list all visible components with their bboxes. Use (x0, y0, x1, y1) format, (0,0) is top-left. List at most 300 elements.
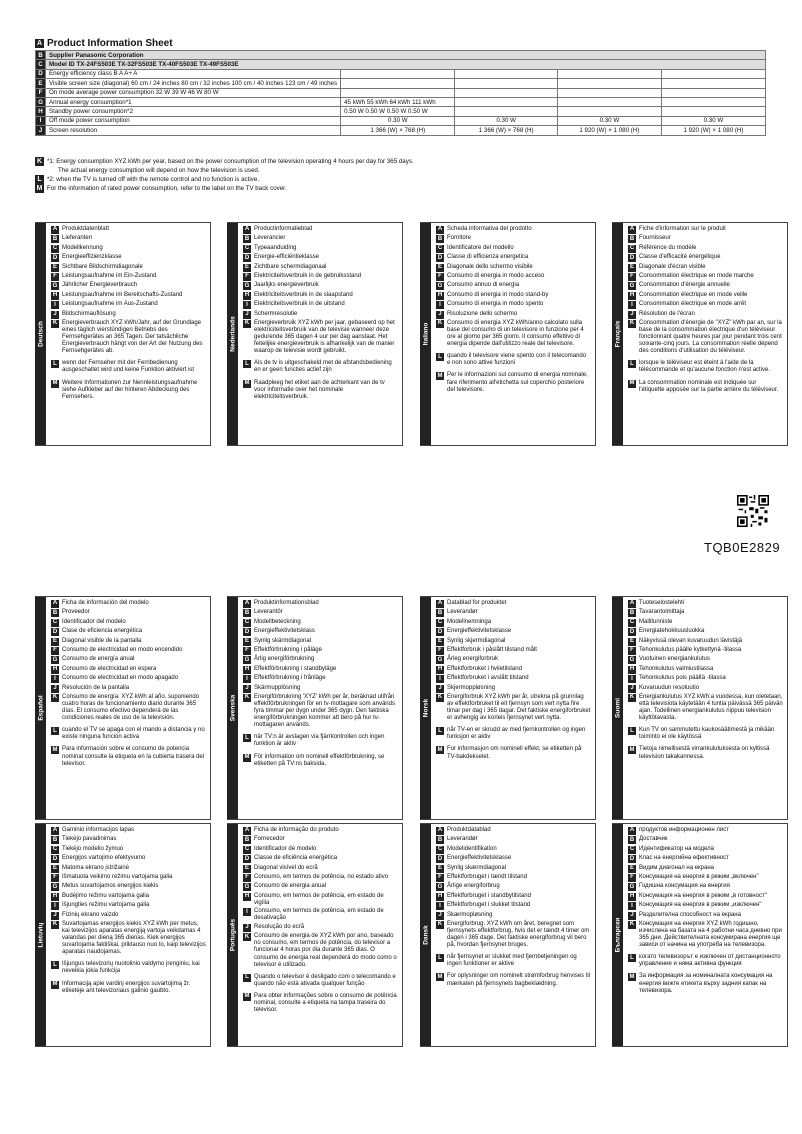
list-item (628, 628, 783, 636)
item-text: Leverandør (447, 836, 478, 843)
letter-badge: F (51, 874, 59, 882)
list-item (51, 656, 206, 664)
spec-row (36, 79, 766, 88)
item-text: Leverantör (254, 609, 283, 616)
row-value: 1 366 (W) × 768 (H) (455, 126, 557, 135)
letter-badge: B (629, 609, 635, 616)
letter-badge: F (628, 647, 636, 655)
letter-badge: D (52, 254, 58, 261)
letter-badge: G (437, 656, 443, 663)
letter-badge: K (437, 320, 443, 327)
item-text: när TV:n är avslagen via fjärrkontrollen och ingen funktion är aktiv (254, 734, 385, 748)
letter-badge: A (629, 600, 635, 607)
item-text: Leistungsaufnahme im Aus-Zustand (62, 301, 158, 308)
item-text: Kun TV on sammutettu kaukosäätimestä ja mikään toiminto ei ole käytössä (639, 727, 775, 741)
list-item (51, 666, 206, 674)
list-item (436, 656, 591, 664)
list-item (628, 311, 783, 319)
item-text: Identificatore del modello (447, 244, 514, 251)
letter-badge: L (35, 175, 44, 184)
item-text: Consommation d'énergie annuelle (639, 282, 730, 289)
letter-badge: L (436, 353, 444, 361)
letter-badge: K (629, 921, 635, 928)
letter-badge: C (437, 846, 443, 853)
row-letter: B (36, 51, 46, 60)
sheet-title-text: Product Information Sheet (47, 38, 173, 49)
letter-badge: F (436, 273, 444, 281)
row-letter: J (36, 126, 46, 135)
row-letter: D (36, 69, 46, 78)
list-item (628, 973, 783, 994)
row-value (455, 97, 557, 106)
item-text: Datablad for produktet (447, 600, 507, 606)
list-item (243, 360, 398, 374)
list-item (51, 320, 206, 355)
list-item (243, 993, 398, 1014)
item-text: Consumo de energia de XYZ kWh por ano, baseado no consumo, em termos de potência, do televisor a funcionar 4 horas por dia durante 365 dias. O consumo de energia real dependerá do modo como o televisor é utilizado. (254, 933, 397, 968)
item-text: Išmatuota veikimo režimu vartojama galia (62, 873, 173, 880)
list-item (243, 235, 398, 243)
item-text: Energieverbruik XYZ kWh per jaar, gebaseerd op het elektriciteitsverbruik van de televisie wanneer deze gedurende 365 dagen 4 uur per dag aanstaat. Het feitelijke energieverbruik is afhankelijk van de manier waarop de televisie wordt gebruikt. (254, 319, 395, 355)
item-text: Résolution de l'écran (639, 310, 695, 317)
letter-badge: A (437, 827, 443, 834)
language-name: Español (36, 695, 44, 721)
letter-badge: B (629, 836, 635, 843)
letter-badge: L (436, 954, 444, 962)
item-text: Tuoteseloste​lehti (639, 600, 685, 606)
letter-badge: K (52, 694, 58, 701)
language-block (35, 823, 211, 1047)
letter-badge: C (629, 245, 635, 252)
item-text: Modellbeteckning (254, 618, 301, 625)
item-text: Tiekėjo modelio žymuo (62, 845, 124, 852)
language-name: Български (613, 917, 621, 953)
footnote-text: For the information of rated power consumption, refer to the label on the TV back cover. (47, 185, 287, 192)
list-item (243, 874, 398, 882)
language-block (420, 222, 596, 446)
list-item (51, 883, 206, 891)
item-text: Energiatehokkuusluokka (639, 628, 705, 635)
row-value (455, 107, 557, 116)
language-tab (420, 824, 431, 1046)
list-item (243, 264, 398, 272)
item-text: Консумация на енергия в режим „изключен" (639, 902, 762, 909)
letter-badge: A (52, 827, 58, 834)
letter-badge: C (629, 619, 635, 626)
letter-badge: L (243, 734, 251, 742)
list-item (51, 694, 206, 722)
item-text: Lieferanten (62, 235, 93, 242)
item-text: Årlig energiförbrukning (254, 656, 315, 663)
letter-badge: C (437, 619, 443, 626)
item-text: Budėjimo režimu vartojama galia (62, 892, 150, 899)
letter-badge: J (628, 912, 636, 920)
list-item (243, 924, 398, 932)
row-value (455, 88, 557, 97)
list-item (436, 311, 591, 319)
list-item (243, 855, 398, 863)
list-item (436, 628, 591, 636)
item-text: Per le informazioni sul consumo di energia nominale, fare riferimento all'etichetta sul coperchio posteriore del televisore. (447, 372, 588, 393)
list-item (436, 353, 591, 367)
letter-badge: I (243, 675, 251, 683)
list-item (628, 685, 783, 693)
list-item (436, 827, 591, 835)
language-tab (227, 597, 238, 819)
list-item (436, 600, 591, 608)
language-name: Dansk (421, 925, 429, 945)
letter-badge: F (51, 647, 59, 655)
list-item (243, 933, 398, 968)
item-text: Consumo di energia in modo acceso (447, 272, 545, 279)
item-text: Consumo di energia XYZ kWh/anno calcolato sulla base del consumo di un televisore in funzione per 4 ore al giorno per 365 giorni. Il consumo effettivo di energia dipende dall'utilizzo reale del televisore. (447, 319, 584, 348)
item-text: Synlig skjermdiagonal (447, 637, 506, 644)
spec-row (36, 126, 766, 135)
item-text: Bildschirmauflösung (62, 310, 116, 317)
row-letter: H (36, 107, 46, 116)
list-item (628, 254, 783, 262)
list-item (243, 380, 398, 401)
list-item (628, 846, 783, 854)
item-text: Energieeffizienzklasse (62, 254, 122, 261)
row-value (661, 107, 765, 116)
list-item (51, 675, 206, 683)
item-text: Consumo, em termos de potência, em estado de vigília (254, 892, 384, 906)
row-label: Visible screen size (diagonal) 60 cm / 24 inches 80 cm / 32 inches 100 cm / 40 inches 123 cm / 49 inches (45, 79, 340, 88)
row-value: 1 920 (W) × 1 080 (H) (557, 126, 661, 135)
row-label: Supplier Panasonic Corporation (45, 51, 765, 60)
list-item (51, 874, 206, 882)
row-value (341, 88, 455, 97)
item-text: lorsque le téléviseur est éteint à l'aide de la télécommande et qu'aucune fonction n'est active. (639, 360, 771, 374)
item-text: Näkyvissä olevan kuvaruudun lävistäjä (639, 637, 743, 644)
list-item (243, 282, 398, 290)
letter-badge: H (437, 893, 443, 900)
list-item (436, 883, 591, 891)
item-text: Consommation électrique en mode veille (639, 291, 748, 298)
language-tab (612, 824, 623, 1046)
list-item (51, 609, 206, 617)
list-item (628, 656, 783, 664)
list-item (628, 746, 783, 760)
list-item (436, 874, 591, 882)
item-text: Diagonal visible de la pantalla (62, 637, 142, 644)
list-item (51, 619, 206, 627)
row-value (661, 97, 765, 106)
footnote-text: *1: Energy consumption XYZ kWh per year, based on the power consumption of the television operating 4 hours per day for 365 days. (47, 158, 414, 165)
letter-badge: M (437, 746, 443, 753)
letter-badge: H (244, 666, 250, 673)
list-item (51, 902, 206, 910)
item-text: Synlig skärmdiagonal (254, 637, 312, 644)
list-item (243, 883, 398, 891)
row-value: 1 366 (W) × 768 (H) (341, 126, 455, 135)
list-item (436, 685, 591, 693)
item-text: Fournisseur (639, 235, 671, 242)
letter-badge: K (244, 694, 250, 701)
item-text: Consumo di energia in modo spento (447, 301, 544, 308)
list-item (628, 226, 783, 234)
item-text: Consumo de energía anual (62, 656, 135, 663)
list-item (51, 865, 206, 873)
letter-badge: D (52, 855, 58, 862)
item-text: Energiforbrug: XYZ kWh om året, beregnet som fjernsynets effektforbrug, hvis det er tændt 4 timer om dagen i 365 dage. Det faktiske energiforbrug vil bero på, hvordan fjernsynet bruges. (447, 920, 590, 949)
letter-badge: F (628, 273, 636, 281)
letter-badge: E (437, 638, 442, 645)
list-item (436, 836, 591, 844)
item-text: Référence du modèle (639, 244, 697, 251)
letter-badge: J (628, 685, 636, 693)
list-item (628, 883, 783, 891)
row-value: 0.30 W (341, 116, 455, 125)
item-text: Raadpleeg het etiket aan de achterkant van de tv voor informatie over het nominale elektriciteitsverbruik. (254, 379, 385, 400)
item-text: Tavarantoimittaja (639, 609, 685, 616)
list-item (436, 372, 591, 393)
letter-badge: I (243, 908, 251, 916)
language-tab (35, 597, 46, 819)
item-text: Diagonal visível do ecrã (254, 864, 318, 871)
footnote (35, 175, 414, 184)
letter-badge: G (629, 883, 635, 890)
letter-badge: M (629, 380, 635, 387)
item-text: Suvartojamas energijos kiekis XYZ kWh per metus, kai televizijos aparatas energiją vartoja veikdamas 4 valandas per dieną 365 dienas. Kiek energijos suvartojama faktiškai, priklauso nuo to, kaip televizijos aparatas naudojamas. (62, 920, 206, 956)
letter-badge: L (628, 360, 636, 368)
list-item (436, 865, 591, 873)
letter-badge: D (52, 628, 58, 635)
list-item (628, 609, 783, 617)
spec-table (35, 50, 766, 136)
letter-badge: H (437, 666, 443, 673)
letter-badge: J (51, 912, 59, 920)
list-item (51, 827, 206, 835)
row-value: 0.30 W (557, 116, 661, 125)
footnote-text: *2: when the TV is turned off with the remote control and no function is active. (47, 176, 259, 183)
row-value: 1 920 (W) × 1 080 (H) (661, 126, 765, 135)
list-item (436, 320, 591, 348)
letter-badge: E (629, 865, 634, 872)
list-item (436, 666, 591, 674)
item-text: Клас на енергийна ефективност (639, 855, 729, 862)
list-item (243, 675, 398, 683)
item-text: Årleg energiforbruk (447, 656, 499, 663)
item-text: Consumo, em termos de potência, no estado ativo (254, 873, 389, 880)
letter-badge: C (244, 846, 250, 853)
letter-badge: A (244, 600, 250, 607)
item-text: Matoma ekrano įstrižainė (62, 864, 130, 871)
row-letter: G (36, 97, 46, 106)
language-block (420, 596, 596, 820)
letter-badge: M (244, 993, 250, 1000)
item-text: Energieffektivitetsklass (254, 628, 315, 635)
item-text: Išjungties režimu vartojama galia (62, 902, 150, 909)
language-name: Svenska (228, 694, 236, 722)
letter-badge: M (244, 380, 250, 387)
item-text: Identificador de modelo (254, 845, 317, 852)
list-item (436, 727, 591, 741)
item-text: når TV-en er skrudd av med fjernkontrollen og ingen funksjon er aktiv (447, 727, 586, 741)
letter-badge: H (244, 893, 250, 900)
list-item (51, 893, 206, 901)
item-text: Годишна консумация на енергия (639, 883, 730, 890)
item-text: Ficha de información del modelo (62, 600, 149, 606)
letter-badge: M (52, 981, 58, 988)
list-item (436, 902, 591, 910)
item-text: Effektförbrukning i standbyläge (254, 665, 337, 672)
letter-badge: A (244, 827, 250, 834)
row-value (661, 69, 765, 78)
list-item (243, 656, 398, 664)
item-text: Typeaanduiding (254, 244, 297, 251)
list-item (436, 954, 591, 968)
list-item (243, 647, 398, 655)
item-text: Als de tv is uitgeschakeld met de afstandsbediening en er geen functies actief zijn (254, 360, 392, 374)
item-text: Leistungsaufnahme im Ein-Zustand (62, 272, 157, 279)
list-item (243, 893, 398, 907)
letter-badge: G (244, 656, 250, 663)
list-item (628, 360, 783, 374)
list-item (628, 666, 783, 674)
row-value: 0.30 W (455, 116, 557, 125)
letter-badge: E (437, 264, 442, 271)
item-text: Produktinformationsblad (254, 600, 319, 606)
letter-badge: D (629, 628, 635, 635)
list-item (436, 912, 591, 920)
language-name: Português (228, 918, 236, 952)
letter-badge: K (437, 921, 443, 928)
letter-badge: I (628, 301, 636, 309)
letter-badge: B (244, 609, 250, 616)
letter-badge: F (243, 273, 251, 281)
list-item (51, 360, 206, 374)
letter-badge: G (629, 656, 635, 663)
item-text: Išjungus televizorių nuotolinio valdymo įrenginiu, kai neveikia jokia funkcija (62, 961, 200, 975)
list-item (436, 921, 591, 949)
letter-badge: D (629, 855, 635, 862)
spec-row (36, 116, 766, 125)
language-block (227, 222, 403, 446)
list-item (51, 301, 206, 309)
item-text: Effektforbruk i påslått tilstand målt (447, 646, 537, 653)
spec-row (36, 88, 766, 97)
item-text: Zichtbare schermdiagonaal (254, 263, 327, 270)
letter-badge: M (437, 372, 443, 379)
item-text: Diagonale d'écran visible (639, 263, 706, 270)
list-item (243, 619, 398, 627)
item-text: Energiförbrukning 'XYZ' kWh per år, beräknad utifrån effektförbrukningen för en tv-mottagare som används fyra timmar per dygn under 365 dygn. Den faktiska energiförbrukningen kommer att bero på hur tv-mottagaren används. (254, 693, 395, 729)
item-text: Informaciją apie vardinį energijos suvartojimą žr. etiketėje ant televizoriaus galinio gaubto. (62, 980, 191, 994)
list-item (243, 609, 398, 617)
language-block (227, 823, 403, 1047)
letter-badge: H (52, 893, 58, 900)
list-item (243, 226, 398, 234)
item-text: Effektforbruget i tændt tilstand (447, 873, 527, 880)
item-text: Quando o televisor é desligado com o telecomando e quando não está ativada qualquer função (254, 973, 396, 987)
letter-badge: B (437, 836, 443, 843)
letter-badge: M (52, 380, 58, 387)
list-item (628, 380, 783, 394)
item-text: Consumo de electricidad en espera (62, 665, 157, 672)
letter-badge: K (437, 694, 443, 701)
letter-badge: H (629, 666, 635, 673)
item-text: Видим диагонал на екрана (639, 864, 715, 871)
letter-badge: E (244, 865, 249, 872)
list-item (51, 226, 206, 234)
language-name: Lietuvių (36, 922, 44, 948)
letter-badge: J (51, 311, 59, 319)
letter-badge: G (244, 282, 250, 289)
language-tab (420, 597, 431, 819)
letter-badge: I (51, 301, 59, 309)
item-text: quando il televisore viene spento con il telecomando e non sono attive funzioni (447, 353, 587, 367)
letter-badge: C (244, 245, 250, 252)
letter-badge: J (628, 311, 636, 319)
letter-badge: E (244, 264, 249, 271)
row-label: Energy efficiency class B A A+ A (45, 69, 340, 78)
list-item (628, 865, 783, 873)
list-item (436, 619, 591, 627)
letter-badge: A (244, 226, 250, 233)
letter-badge: A (437, 226, 443, 233)
qr-code (737, 495, 769, 527)
list-item (628, 282, 783, 290)
row-letter: C (36, 60, 46, 69)
list-item (243, 846, 398, 854)
row-label: Screen resolution (45, 126, 340, 135)
list-item (243, 974, 398, 988)
row-value (661, 88, 765, 97)
item-text: Produktdatenblatt (62, 226, 110, 232)
item-text: Modelidentifikation (447, 845, 497, 852)
list-item (51, 235, 206, 243)
list-item (243, 254, 398, 262)
letter-badge: C (52, 245, 58, 252)
list-item (51, 961, 206, 975)
letter-badge: D (244, 254, 250, 261)
list-item (436, 893, 591, 901)
item-text: Energieffektivitetsklasse (447, 628, 512, 635)
list-item (628, 902, 783, 910)
list-item (243, 245, 398, 253)
list-item (243, 685, 398, 693)
item-text: Identificador del modelo (62, 618, 126, 625)
letter-badge: K (52, 320, 58, 327)
list-item (436, 254, 591, 262)
letter-badge: G (437, 883, 443, 890)
letter-badge: M (629, 973, 635, 980)
item-text: Consumo de electricidad en modo apagado (62, 675, 179, 682)
item-text: Vuotuinen energiankulutus (639, 656, 710, 663)
item-text: Консумация на енергия XYZ kWh годишно, изчислена на базата на 4 работни часа дневно при 365 дни. Действителната консумирана енергия ще зависи от начина на употреба на телевизора. (639, 920, 782, 949)
footnote (35, 157, 414, 166)
letter-badge: K (52, 921, 58, 928)
item-text: Consommation électrique en mode marche (639, 272, 754, 279)
letter-badge: I (243, 301, 251, 309)
list-item (436, 675, 591, 683)
spec-row (36, 69, 766, 78)
list-item (628, 292, 783, 300)
list-item (51, 600, 206, 608)
row-value (341, 79, 455, 88)
letter-badge: C (629, 846, 635, 853)
letter-badge: B (52, 836, 58, 843)
language-block (612, 222, 788, 446)
spec-row (36, 107, 766, 116)
row-value (557, 88, 661, 97)
item-text: Разделителна способност на екрана (639, 911, 741, 918)
list-item (243, 320, 398, 355)
row-value (557, 107, 661, 116)
item-text: Consumo di energia in modo stand-by (447, 291, 549, 298)
